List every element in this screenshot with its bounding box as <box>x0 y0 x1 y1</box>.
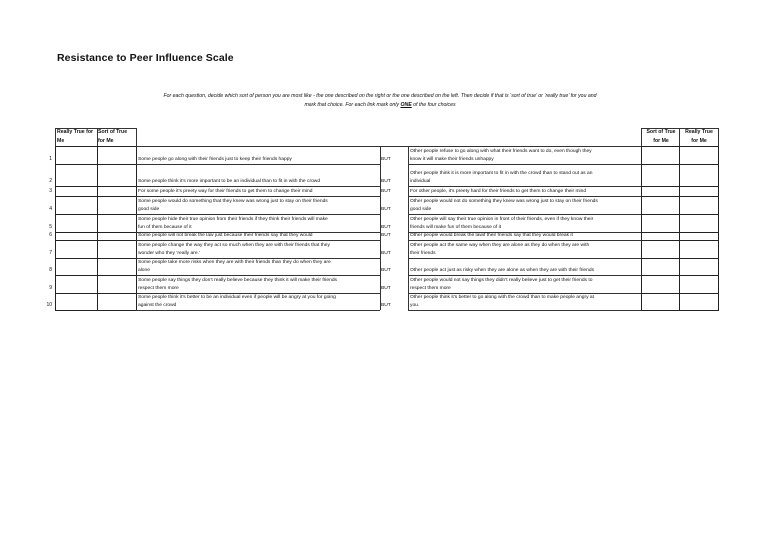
row-number: 2 <box>49 177 52 184</box>
statement-right-line: Other people would break the lawif their friends say that they would break it <box>410 232 573 238</box>
answer-box-right-sort-of-true[interactable] <box>641 240 680 259</box>
statement-right-line: Other people would not do something they knew was wrong just to stay on their friends <box>410 198 598 204</box>
answer-box-right-sort-of-true[interactable] <box>641 293 680 311</box>
header-left-really-true-l2: Me <box>57 138 65 144</box>
instructions-line-2 <box>95 101 665 110</box>
header-left-sort-of-true <box>98 128 127 146</box>
statement-left-line: Some people take more risks when they are with their friends than they do when they are <box>138 259 331 265</box>
answer-box-left-sort-of-true[interactable] <box>97 214 137 233</box>
statement-right <box>410 198 640 214</box>
statement-left-line: Some people hide their true opinion from their friends if they think their friends will make <box>138 216 328 222</box>
row-border <box>408 232 641 233</box>
statement-right-line: know it will make their friends unhappy <box>410 156 494 162</box>
statement-left <box>138 188 378 196</box>
row-number: 9 <box>49 284 52 291</box>
instructions-line-1: For each question, decide which sort of person you are most like - the one described on the right or the one described on the left. Then decide if that is ‘sort of true’ or ‘really true’ for you and <box>163 93 597 99</box>
answer-box-left-really-true[interactable] <box>55 293 98 311</box>
statement-right <box>410 170 640 186</box>
row-border <box>136 240 380 241</box>
header-left-really-true <box>57 128 93 146</box>
statement-right-line: their friends <box>410 250 436 256</box>
row-border <box>136 214 380 215</box>
statement-right <box>410 277 640 293</box>
answer-box-right-really-true[interactable] <box>679 196 719 215</box>
row-border <box>408 146 641 147</box>
header-left-really-true-l1: Really True for <box>57 129 94 135</box>
but-label: BUT <box>381 178 391 184</box>
statement-right <box>410 216 640 232</box>
answer-box-right-sort-of-true[interactable] <box>641 275 680 294</box>
statement-left-line: Some people would do something that they knew was wrong just to stay on their friends <box>138 198 328 204</box>
column-divider <box>380 146 381 310</box>
statement-right <box>410 267 640 275</box>
header-right-sort-of-true-l1: Sort of True <box>646 129 676 135</box>
answer-box-left-sort-of-true[interactable] <box>97 293 137 311</box>
statement-right <box>410 148 640 164</box>
statement-right <box>410 242 640 258</box>
row-number: 3 <box>49 187 52 194</box>
statement-right <box>410 294 640 310</box>
statement-right-line: individual <box>410 178 431 184</box>
statement-left-line: fun of them because of it <box>138 224 192 230</box>
statement-left-line: Some people change the way they act so much when they are with their friends that they <box>138 242 330 248</box>
header-vline <box>679 128 680 146</box>
statement-left-line: respect them more <box>138 285 179 291</box>
answer-box-left-really-true[interactable] <box>55 258 98 276</box>
statement-right <box>410 232 640 240</box>
row-border <box>408 186 641 187</box>
but-label: BUT <box>381 188 391 194</box>
but-label: BUT <box>381 250 391 256</box>
page-title: Resistance to Peer Influence Scale <box>57 52 234 64</box>
answer-box-left-really-true[interactable] <box>55 275 98 294</box>
statement-left-line: Some people say things they don’t really believe because they think it will make their friends <box>138 277 337 283</box>
header-top-border-left <box>55 128 136 129</box>
column-divider <box>408 146 409 310</box>
row-border <box>136 310 380 311</box>
answer-box-left-sort-of-true[interactable] <box>97 146 137 165</box>
row-border <box>408 196 641 197</box>
statement-right-line: Other people act the same way when they are alone as they do when they are with <box>410 242 590 248</box>
statement-left-line: Some people go along with their friends just to keep their friends happy <box>138 156 292 162</box>
statement-left-line: Some people think it’s better to be an individual even if people will be angry at you for going <box>138 294 336 300</box>
header-vline <box>641 128 642 146</box>
header-vline <box>136 128 137 146</box>
header-vline <box>55 128 56 146</box>
statement-left <box>138 198 378 214</box>
statement-right-line: For other people, it’s preety hard for their friends to get them to change their mind <box>410 188 587 194</box>
statement-left <box>138 156 378 164</box>
but-label: BUT <box>381 285 391 291</box>
statement-right-line: respect them more <box>410 285 451 291</box>
header-right-really-true-l2: for Me <box>691 138 707 144</box>
instructions-line-2-pre: mark that choice. For each link mark only <box>304 102 400 108</box>
statement-right-line: good side <box>410 206 432 212</box>
statement-left-line: alone <box>138 267 150 273</box>
answer-box-right-sort-of-true[interactable] <box>641 214 680 233</box>
header-left-sort-of-true-l1: Sort of True <box>98 129 128 135</box>
answer-box-right-sort-of-true[interactable] <box>641 146 680 165</box>
answer-box-right-really-true[interactable] <box>679 146 719 165</box>
answer-box-left-sort-of-true[interactable] <box>97 164 137 187</box>
statement-right-line: Other people would not say things they didn’t really believe just to get their friends to <box>410 277 593 283</box>
statement-left-line: wonder who they ‘really are.’ <box>138 250 200 256</box>
statement-right-line: friends will make fun of them because of it <box>410 224 502 230</box>
row-number: 6 <box>49 231 52 238</box>
statement-right <box>410 188 640 196</box>
answer-box-right-sort-of-true[interactable] <box>641 164 680 187</box>
row-number: 8 <box>49 266 52 273</box>
row-border <box>136 196 380 197</box>
answer-box-right-really-true[interactable] <box>679 240 719 259</box>
statement-right-line: Other people refuse to go along with what their friends want to do, even though they <box>410 148 592 154</box>
answer-box-right-really-true[interactable] <box>679 275 719 294</box>
statement-left <box>138 277 378 293</box>
statement-left-line: Some people think it’s more important to be an individual than to fit in with the crowd <box>138 178 321 184</box>
header-vline <box>97 128 98 146</box>
answer-box-right-sort-of-true[interactable] <box>641 196 680 215</box>
answer-box-left-really-true[interactable] <box>55 196 98 215</box>
statement-left-line: good side <box>138 206 160 212</box>
statement-right-line: Other people act just as risky when they are alone as when they are with their friends <box>410 267 595 273</box>
but-label: BUT <box>381 224 391 230</box>
instructions-line-2-post: of the four choices <box>413 102 456 108</box>
statement-left <box>138 232 378 240</box>
row-border <box>408 293 641 294</box>
answer-box-left-really-true[interactable] <box>55 146 98 165</box>
row-border <box>408 164 641 165</box>
header-right-really-true-l1: Really True <box>685 129 713 135</box>
statement-left <box>138 259 378 275</box>
row-number: 1 <box>49 155 52 162</box>
statement-left <box>138 242 378 258</box>
header-right-sort-of-true <box>642 128 680 146</box>
statement-right-line: Other people think it’s better to go along with the crowd than to make people angry at <box>410 294 594 300</box>
row-number: 7 <box>49 249 52 256</box>
but-label: BUT <box>381 302 391 308</box>
header-right-sort-of-true-l2: for Me <box>653 138 669 144</box>
answer-box-left-sort-of-true[interactable] <box>97 275 137 294</box>
row-border <box>136 164 380 165</box>
answer-box-left-really-true[interactable] <box>55 240 98 259</box>
row-border <box>136 186 380 187</box>
row-number: 5 <box>49 223 52 230</box>
answer-box-right-really-true[interactable] <box>679 164 719 187</box>
statement-left <box>138 294 378 310</box>
row-border <box>408 240 641 241</box>
answer-box-left-sort-of-true[interactable] <box>97 258 137 276</box>
instructions <box>95 92 665 110</box>
statement-right-line: Other people will say their true opinion in front of their friends, even if they know their <box>410 216 594 222</box>
row-number: 10 <box>46 301 52 308</box>
answer-box-left-sort-of-true[interactable] <box>97 196 137 215</box>
statement-left-line: For some people it’s preety way for their friends to get them to change their mind <box>138 188 313 194</box>
row-border <box>136 258 380 259</box>
row-border <box>408 310 641 311</box>
statement-left-line: against the crowd <box>138 302 177 308</box>
answer-box-left-sort-of-true[interactable] <box>97 240 137 259</box>
row-border <box>136 275 380 276</box>
statement-left <box>138 216 378 232</box>
but-label: BUT <box>381 232 391 238</box>
answer-box-right-sort-of-true[interactable] <box>641 258 680 276</box>
instructions-emphasis-one: ONE <box>400 102 412 108</box>
answer-box-left-really-true[interactable] <box>55 164 98 187</box>
row-border <box>136 232 380 233</box>
statement-left-line: Some people will not break the law just because their friends say that they would <box>138 232 313 238</box>
row-border <box>136 293 380 294</box>
but-label: BUT <box>381 156 391 162</box>
row-border <box>408 214 641 215</box>
statement-right-line: Other people think it is more important to fit in with the crowd than to stand out as an <box>410 170 593 176</box>
header-left-sort-of-true-l2: for Me <box>98 138 114 144</box>
header-vline <box>718 128 719 146</box>
row-border <box>408 275 641 276</box>
answer-box-right-really-true[interactable] <box>679 293 719 311</box>
row-number: 4 <box>49 205 52 212</box>
row-border <box>136 146 380 147</box>
answer-box-right-really-true[interactable] <box>679 258 719 276</box>
answer-box-left-really-true[interactable] <box>55 214 98 233</box>
answer-box-right-really-true[interactable] <box>679 214 719 233</box>
statement-right-line: you. <box>410 302 420 308</box>
row-border <box>408 258 641 259</box>
header-right-really-true <box>680 128 718 146</box>
but-label: BUT <box>381 206 391 212</box>
statement-left <box>138 178 378 186</box>
but-label: BUT <box>381 267 391 273</box>
